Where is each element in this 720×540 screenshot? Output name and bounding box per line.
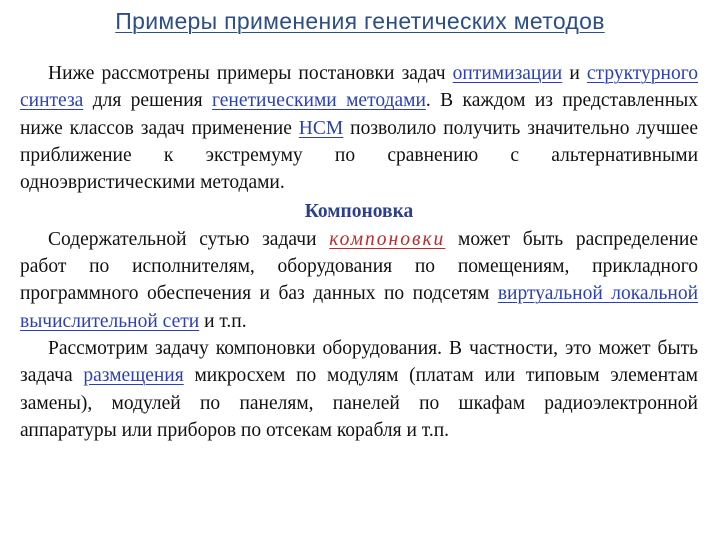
layout-paragraph [20, 226, 698, 335]
layout-text-3: и т.п. [199, 310, 247, 332]
section-heading: Компоновка [304, 201, 414, 223]
slide-title [0, 8, 720, 35]
link-nsm[interactable]: НСМ [298, 117, 344, 139]
layout-text-2: может быть распределение работ по исполнителям, оборудования по помещениям, прикладного программного обеспечения и баз данных по подсетям [20, 228, 698, 305]
link-placement[interactable]: размещения [83, 365, 184, 387]
intro-text-1: Ниже рассмотрены примеры постановки задач [48, 63, 453, 84]
link-layout[interactable]: компоновки [329, 228, 446, 250]
equipment-text-1: Рассмотрим задачу компоновки оборудования. В частности, это может быть задача [20, 337, 698, 387]
intro-text-5: позволило получить значительно лучшее приближение к экстремуму по сравнению с альтернативными одноэвристическими методами. [20, 117, 698, 194]
slide-title-text: Примеры применения генетических методов [115, 8, 605, 34]
link-virtual-lan[interactable]: виртуальной локальной вычислительной сети [20, 283, 699, 332]
link-optimization[interactable]: оптимизации [452, 63, 563, 84]
intro-text-4: . В каждом из представленных ниже классов задач применение [20, 90, 698, 139]
equipment-text-2: микросхем по модулям (платам или типовым элементам замены), модулей по панелям, панелей по шкафам радиоэлектронной аппаратуры или приборов по отсекам корабля и т.п. [20, 365, 698, 441]
intro-paragraph [20, 60, 698, 196]
link-genetic-methods[interactable]: генетическими методами [211, 90, 426, 112]
link-structural-synthesis[interactable]: структурного синтеза [20, 63, 698, 112]
equipment-paragraph [20, 335, 698, 444]
body-text [20, 60, 698, 444]
layout-text-1: Содержательной сутью задачи [48, 228, 330, 250]
intro-text-2: и [562, 63, 587, 84]
intro-text-3: для решения [83, 90, 212, 112]
